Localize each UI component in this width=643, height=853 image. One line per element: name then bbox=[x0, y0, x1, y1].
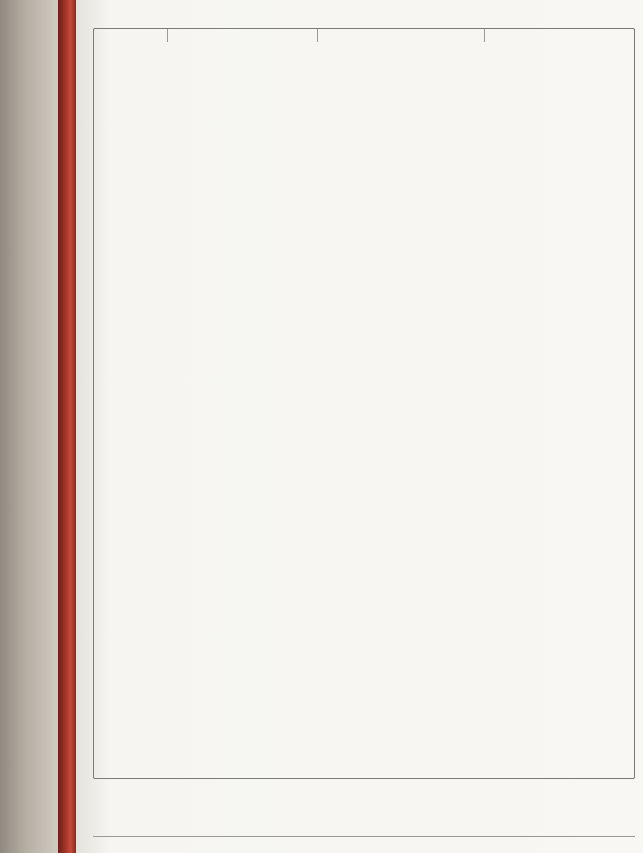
symptom-measures-table bbox=[93, 28, 635, 779]
header-early-measures bbox=[317, 29, 484, 42]
header-late-measures bbox=[484, 29, 635, 42]
book-spine-red bbox=[58, 0, 76, 853]
header-change bbox=[94, 29, 167, 42]
header-symptoms bbox=[167, 29, 317, 42]
footer-rule bbox=[93, 836, 635, 837]
table-header-row bbox=[94, 29, 634, 42]
